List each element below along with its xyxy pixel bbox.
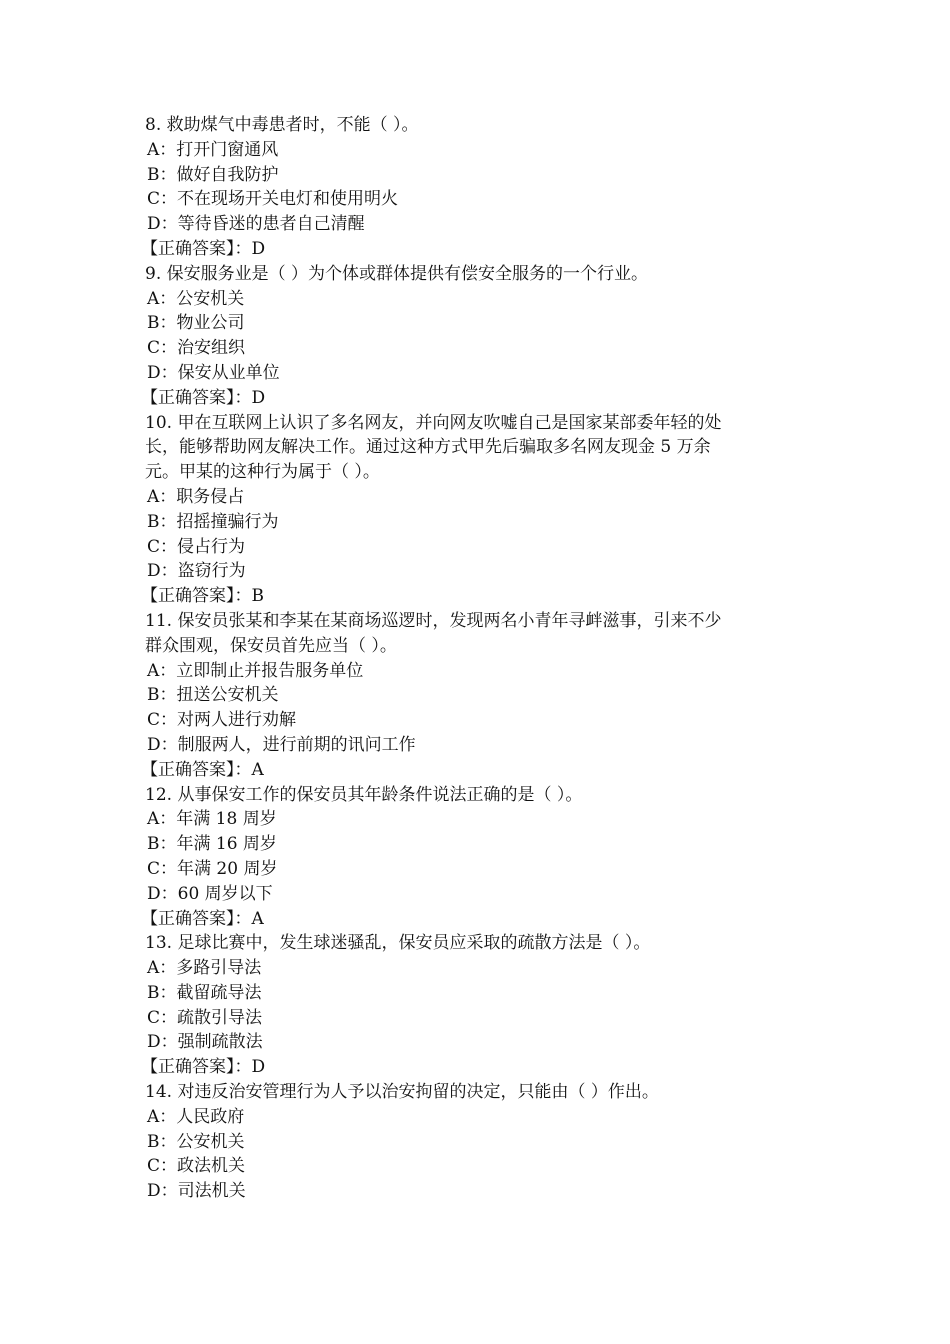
option-d: D：等待昏迷的患者自己清醒 xyxy=(147,214,365,235)
option-c: C：侵占行为 xyxy=(147,536,246,557)
question-text: 13. 足球比赛中，发生球迷骚乱，保安员应采取的疏散方法是（ ）。 xyxy=(145,933,651,954)
option-c: C：对两人进行劝解 xyxy=(147,710,297,731)
option-c: C：年满 20 周岁 xyxy=(147,858,278,879)
correct-answer: 【正确答案】：D xyxy=(141,387,266,408)
option-d: D：盗窃行为 xyxy=(147,561,246,582)
option-b: B：公安机关 xyxy=(147,1131,245,1152)
question-8 xyxy=(141,113,805,262)
question-text: 12. 从事保安工作的保安员其年龄条件说法正确的是（ ）。 xyxy=(145,784,583,805)
option-d: D：保安从业单位 xyxy=(147,362,280,383)
option-a: A：公安机关 xyxy=(147,288,245,309)
question-text: 14. 对违反治安管理行为人予以治安拘留的决定，只能由（ ）作出。 xyxy=(145,1082,659,1103)
correct-answer: 【正确答案】：B xyxy=(141,586,264,607)
option-b: B：截留疏导法 xyxy=(147,982,262,1003)
question-text-line-1: 10. 甲在互联网上认识了多名网友，并向网友吹嘘自己是国家某部委年轻的处 xyxy=(145,412,722,433)
question-10 xyxy=(141,411,805,609)
option-d: D：60 周岁以下 xyxy=(147,883,273,904)
question-12 xyxy=(141,783,805,932)
document-page xyxy=(141,113,805,1204)
option-d: D：制服两人，进行前期的讯问工作 xyxy=(147,734,416,755)
option-c: C：政法机关 xyxy=(147,1156,246,1177)
option-a: A：人民政府 xyxy=(147,1106,245,1127)
option-b: B：扭送公安机关 xyxy=(147,685,279,706)
option-b: B：物业公司 xyxy=(147,313,245,334)
option-b: B：年满 16 周岁 xyxy=(147,834,277,855)
question-14 xyxy=(145,1080,805,1204)
correct-answer: 【正确答案】：A xyxy=(141,759,264,780)
option-d: D：司法机关 xyxy=(147,1181,246,1202)
question-text-line-3: 元。甲某的这种行为属于（ ）。 xyxy=(145,462,380,483)
correct-answer: 【正确答案】：A xyxy=(141,908,264,929)
option-c: C：治安组织 xyxy=(147,338,246,359)
question-text: 9. 保安服务业是（ ）为个体或群体提供有偿安全服务的一个行业。 xyxy=(145,263,649,284)
question-9 xyxy=(141,262,805,411)
option-b: B：招摇撞骗行为 xyxy=(147,511,279,532)
option-a: A：职务侵占 xyxy=(147,486,245,507)
option-a: A：年满 18 周岁 xyxy=(147,809,277,830)
correct-answer: 【正确答案】：D xyxy=(141,1057,266,1078)
question-11 xyxy=(141,609,805,783)
option-b: B：做好自我防护 xyxy=(147,164,279,185)
option-a: A：打开门窗通风 xyxy=(147,139,279,160)
question-text: 8. 救助煤气中毒患者时，不能（ ）。 xyxy=(145,115,419,135)
option-a: A：多路引导法 xyxy=(147,958,262,979)
option-c: C：疏散引导法 xyxy=(147,1007,263,1028)
option-d: D：强制疏散法 xyxy=(147,1032,263,1053)
option-c: C：不在现场开关电灯和使用明火 xyxy=(147,189,399,210)
question-text-line-1: 11. 保安员张某和李某在某商场巡逻时，发现两名小青年寻衅滋事，引来不少 xyxy=(145,610,722,631)
question-text-line-2: 长，能够帮助网友解决工作。通过这种方式甲先后骗取多名网友现金 5 万余 xyxy=(145,437,711,458)
option-a: A：立即制止并报告服务单位 xyxy=(147,660,364,681)
question-13 xyxy=(141,931,805,1080)
correct-answer: 【正确答案】：D xyxy=(141,238,266,259)
question-text-line-2: 群众围观，保安员首先应当（ ）。 xyxy=(145,635,397,656)
